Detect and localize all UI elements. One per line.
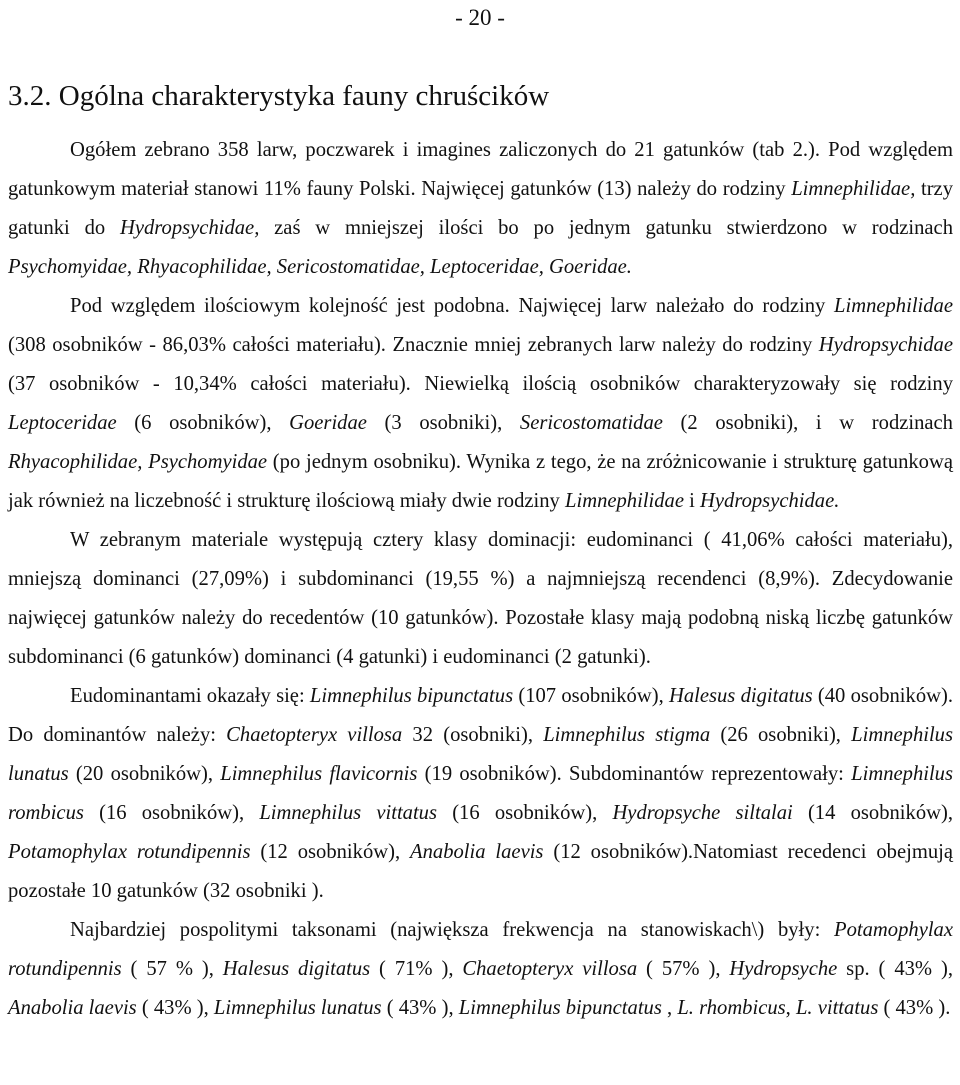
text-run: Najbardziej pospolitymi taksonami (największa frekwencja na stanowiskach\) były: xyxy=(70,919,835,941)
text-run: (6 osobników), xyxy=(116,412,290,434)
text-run: (40 osobników). Do dominantów należy: xyxy=(8,685,953,746)
taxon-name: Limnephilus bipunctatus xyxy=(458,997,662,1019)
text-run: (16 osobników), xyxy=(437,802,613,824)
text-run: zaś w mniejszej ilości bo po jednym gatunku stwierdzono w rodzinach xyxy=(259,217,953,239)
text-run: (3 osobniki), xyxy=(366,412,520,434)
taxon-name: Limnephilus lunatus xyxy=(8,724,953,785)
text-run: ( 57 % ), xyxy=(121,958,223,980)
taxon-name: Limnephilus rombicus xyxy=(8,763,953,824)
paragraph xyxy=(8,521,953,677)
taxon-name: L. rhombicus xyxy=(677,997,786,1019)
taxon-name: Hydropsychidae xyxy=(818,334,953,356)
text-run: i xyxy=(684,490,701,512)
page-number: - 20 - xyxy=(455,5,505,30)
taxon-name: Limnephilus flavicornis xyxy=(220,763,418,785)
text-run: (16 osobników), xyxy=(83,802,260,824)
text-run: ( 43% ), xyxy=(136,997,214,1019)
taxon-name: Limnephilidae xyxy=(565,490,684,512)
taxon-name: Chaetopteryx villosa xyxy=(226,724,403,746)
text-run: (19 osobników). Subdominantów reprezentowały: xyxy=(417,763,852,785)
taxon-name: Hydropsychidae. xyxy=(700,490,840,512)
section-title: 3.2. Ogólna charakterystyka fauny chruścików xyxy=(8,80,550,112)
taxon-name: Limnephilus lunatus xyxy=(213,997,382,1019)
paragraph xyxy=(8,131,953,287)
taxon-name: Limnephilus stigma xyxy=(543,724,711,746)
paragraph xyxy=(8,677,953,911)
taxon-name: Rhyacophilidae, Psychomyidae xyxy=(8,451,268,473)
taxon-name: Anabolia laevis xyxy=(410,841,544,863)
text-run: (12 osobników).Natomiast recedenci obejmują pozostałe 10 gatunków (32 osobniki ). xyxy=(8,841,953,902)
text-run: ( 57% ), xyxy=(637,958,730,980)
body-text xyxy=(8,131,953,1028)
text-run: (37 osobników - 10,34% całości materiału). Niewielką ilością osobników charakteryzowały się rodziny xyxy=(8,373,953,395)
taxon-name: Hydropsyche xyxy=(729,958,838,980)
taxon-name: Hydropsyche siltalai xyxy=(612,802,793,824)
text-run: Ogółem zebrano 358 larw, poczwarek i imagines zaliczonych do 21 gatunków (tab 2.). Pod względem gatunkowym materiał stanowi 11% fauny Polski. Najwięcej gatunków (13) należy do rodziny xyxy=(8,139,953,200)
paragraph xyxy=(8,911,953,1028)
text-run: (20 osobników), xyxy=(68,763,221,785)
text-run: ( 71% ), xyxy=(370,958,463,980)
taxon-name: Limnephilus vittatus xyxy=(259,802,437,824)
text-run: (po jednym osobniku). Wynika z tego, że na zróżnicowanie i strukturę gatunkową jak również na liczebność i strukturę ilościową miały dwie rodziny xyxy=(8,451,953,512)
taxon-name: Halesus digitatus xyxy=(668,685,813,707)
text-run: sp. ( 43% ), xyxy=(837,958,953,980)
text-run: W zebranym materiale występują cztery klasy dominacji: eudominanci ( 41,06% całości materiału), mniejszą dominanci (27,09%) i subdominanci (19,55 %) a najmniejszą recendenci (8,9%). Zdecydowanie najwięcej gatunków należy do recedentów (10 gatunków). Pozostałe klasy mają podobną niską liczbę gatunków subdominanci (6 gatunków) dominanci (4 gatunki) i eudominanci (2 gatunki). xyxy=(8,529,953,668)
text-run: Eudominantami okazały się: xyxy=(70,685,310,707)
taxon-name: L. vittatus xyxy=(795,997,879,1019)
taxon-name: Limnephilus bipunctatus xyxy=(309,685,514,707)
taxon-name: Leptoceridae xyxy=(8,412,117,434)
text-run: (14 osobników), xyxy=(792,802,953,824)
text-run: , xyxy=(661,997,678,1019)
text-run: (2 osobniki), i w rodzinach xyxy=(662,412,953,434)
taxon-name: Limnephilidae xyxy=(834,295,953,317)
taxon-name: Goeridae xyxy=(289,412,367,434)
text-run: (26 osobniki), xyxy=(710,724,852,746)
text-run: , xyxy=(785,997,796,1019)
text-run: Pod względem ilościowym kolejność jest podobna. Najwięcej larw należało do rodziny xyxy=(70,295,835,317)
taxon-name: Limnephilidae, xyxy=(791,178,916,200)
text-run: ( 43% ). xyxy=(878,997,951,1019)
text-run: 32 (osobniki), xyxy=(402,724,544,746)
taxon-name: Sericostomatidae xyxy=(519,412,663,434)
text-run: (107 osobników), xyxy=(513,685,669,707)
text-run: (308 osobników - 86,03% całości materiału). Znacznie mniej zebranych larw należy do rodziny xyxy=(8,334,819,356)
text-run: ( 43% ), xyxy=(381,997,459,1019)
taxon-name: Potamophylax rotundipennis xyxy=(8,919,953,980)
paragraph xyxy=(8,287,953,521)
taxon-name: Psychomyidae, Rhyacophilidae, Sericostomatidae, Leptoceridae, Goeridae. xyxy=(8,256,632,278)
taxon-name: Hydropsychidae, xyxy=(120,217,260,239)
taxon-name: Potamophylax rotundipennis xyxy=(8,841,251,863)
text-run: (12 osobników), xyxy=(250,841,411,863)
taxon-name: Halesus digitatus xyxy=(222,958,371,980)
taxon-name: Anabolia laevis xyxy=(8,997,137,1019)
text-run: trzy gatunki do xyxy=(8,178,953,239)
taxon-name: Chaetopteryx villosa xyxy=(462,958,638,980)
